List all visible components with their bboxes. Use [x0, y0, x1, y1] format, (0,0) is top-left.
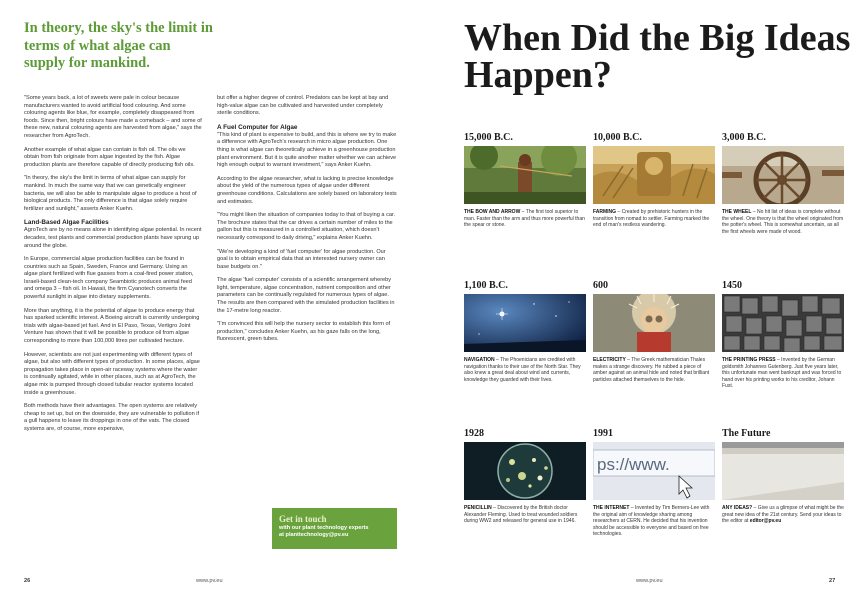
- caption-text: – The first tool superior to man. Faster than the arm and thus more powerful than the spear or stone.: [464, 209, 585, 228]
- timeline-tile-navigation: [464, 280, 586, 383]
- wheel-photo: [722, 146, 844, 204]
- paragraph: More than anything, it is the potential of algae to produce energy that has sparked scientific interest. A Boeing aircraft is currently undergoing trials with algae-based jet fuel. And in El Paso, Texas, Vertigro Joint Venture has shown that it will be possible to produce oil from algae corresponding to more than 100,000 litres per cultivated hectare.: [24, 307, 200, 345]
- caption-text: – Invented by the German goldsmith Johannes Gutenberg. Just five years later, this unfortunate man went bankrupt and was forced to hand over his printing works to his creditor, Johann Fust.: [722, 357, 842, 389]
- tile-caption: [464, 357, 586, 383]
- caption-heading: THE BOW AND ARROW: [464, 209, 521, 215]
- bow-and-arrow-photo: [464, 146, 586, 204]
- paragraph: However, scientists are not just experimenting with different types of algae, but also with different types of production. In some places, algae propagation takes place in open-air raceway systems where the water is continually agitated, while in other places, such as at AgroTech, the algae mix is pumped through closed tubular reactor systems located inside a greenhouse.: [24, 351, 200, 396]
- article-column-1: [24, 95, 202, 440]
- contact-email-link[interactable]: at planttechnology@pv.eu: [279, 532, 349, 538]
- timeline-tile-future: [722, 428, 844, 525]
- farming-photo: [593, 146, 715, 204]
- printing-type-photo: [722, 294, 844, 352]
- paragraph: "We're developing a kind of 'fuel computer' for algae production. Our goal is to obtain empirical data that an interested nursery owner can base budgets on.": [217, 248, 386, 270]
- caption-heading: THE INTERNET: [593, 505, 630, 511]
- caption-text: – The Greek mathematician Thales makes a strange discovery. He rubbed a piece of amber against an animal hide and noted that brilliant particles attached themselves to the hide.: [593, 357, 710, 383]
- page-number: 27: [829, 578, 836, 584]
- paragraph: AgroTech are by no means alone in identifying algae potential. In recent decades, test plants and commercial production plants have sprung up around the globe.: [24, 227, 202, 249]
- timeline-tile-printing: [722, 280, 844, 390]
- timeline-tile-internet: [593, 428, 715, 538]
- era-label: 3,000 B.C.: [722, 132, 766, 143]
- subheading: A Fuel Computer for Algae: [217, 123, 298, 131]
- contact-title: Get in touch: [279, 514, 327, 524]
- tile-caption: [722, 357, 844, 390]
- timeline-tile-electricity: [593, 280, 715, 383]
- caption-text: – Created by prehistoric hunters in the transition from nomad to settler. Farming marked the end of man's restless wandering.: [593, 209, 710, 228]
- tile-caption: [593, 357, 715, 383]
- timeline-tile-wheel: [722, 132, 844, 235]
- caption-text: – No hit list of ideas is complete without the wheel. One theory is that the wheel originated from the potter's wheel. This is somewhat uncertain, as all the first wheels were made of wood.: [722, 209, 844, 235]
- url-graphic-text: ps://www.: [597, 455, 670, 474]
- editor-email-link[interactable]: editor@pv.eu: [749, 518, 782, 524]
- era-label: The Future: [722, 428, 771, 439]
- caption-heading: PENICILLIN: [464, 505, 492, 511]
- page-title: When Did the Big Ideas Happen?: [464, 17, 851, 96]
- tile-caption: [593, 505, 715, 538]
- electricity-photo: [593, 294, 715, 352]
- paragraph: but offer a higher degree of control. Predators can be kept at bay and high-value algae can be cultivated and harvested under completely sterile conditions.: [217, 95, 389, 117]
- era-label: 1450: [722, 280, 742, 291]
- paragraph: "You might liken the situation of companies today to that of buying a car. The brochure states that the car drives a certain number of miles to the gallon but this is measured in a controlled situation, which doesn't necessarily correspond to daily driving," explains Anker Kuehn.: [217, 212, 396, 241]
- tile-caption: [464, 505, 586, 525]
- pull-quote: In theory, the sky's the limit in terms of what algae can supply for mankind.: [24, 20, 213, 71]
- contact-line: with our plant technology experts: [279, 525, 369, 531]
- timeline-tile-penicillin: [464, 428, 586, 525]
- era-label: 1991: [593, 428, 613, 439]
- tile-caption: [464, 209, 586, 229]
- article-column-2: [217, 95, 397, 350]
- footer-url: www.pv.eu: [196, 578, 223, 584]
- tile-caption: [722, 209, 844, 235]
- paragraph: "This kind of plant is expensive to build, and this is where we try to make a difference with AgroTech's research in micro algae production. One thing is what algae can theoretically achieve in a greenhouse production plant environment. But it is quite another matter whether we can achieve high enough output to warrant investment," says Anker Kuehn.: [217, 131, 397, 169]
- era-label: 600: [593, 280, 608, 291]
- tile-caption: [722, 505, 844, 525]
- paragraph: "I'm convinced this will help the nursery sector to establish this form of production," concludes Anker Kuehn, as his gaze falls on the long, fluorescent, green tubes.: [217, 321, 391, 343]
- caption-heading: THE WHEEL: [722, 209, 752, 215]
- era-label: 1928: [464, 428, 484, 439]
- paragraph: "Some years back, a lot of sweets were pale in colour because manufacturers wanted to avoid artificial food colouring. And some colouring agents like blue, for example, completely disappeared from foods. Since then, bright colours have made a comeback – and some of these new, natural colouring agents are harvested from algae," says the researcher from AgroTech.: [24, 95, 202, 139]
- caption-text: – The Phoenicians are credited with navigation thanks to their use of the North Star. They also knew a great deal about wind and currents, knowledge they guarded with their lives.: [464, 357, 581, 383]
- contact-box: [272, 508, 397, 549]
- era-label: 15,000 B.C.: [464, 132, 513, 143]
- caption-text: – Discovered by the British doctor Alexander Fleming. Used to treat wounded soldiers during WW2 and released for general use in 1946.: [464, 505, 578, 524]
- night-sky-photo: [464, 294, 586, 352]
- subheading: Land-Based Algae Facilities: [24, 219, 109, 227]
- caption-text: – Invented by Tim Berners-Lee with the original aim of knowledge sharing among researchers at CERN. He decided that his invention should be accessible to everyone and based on free technologies.: [593, 505, 710, 537]
- right-page: [431, 0, 862, 605]
- paragraph: The algae 'fuel computer' consists of a scientific arrangement whereby light, temperature, algae concentration, nutrient composition and other parameters can be continually regulated for numerous types of algae. The results are then compared with the simulated production facilities in the 17-metre long reactor.: [217, 277, 395, 314]
- timeline-tile-farming: [593, 132, 715, 229]
- page-number: 26: [24, 578, 31, 584]
- era-label: 10,000 B.C.: [593, 132, 642, 143]
- era-label: 1,100 B.C.: [464, 280, 508, 291]
- caption-heading: FARMING: [593, 209, 617, 215]
- tile-caption: [593, 209, 715, 229]
- paragraph: "In theory, the sky's the limit in terms of what algae can supply for mankind. In much the same way that we can genetically engineer bacteria, we will also be able to manipulate algae to produce a host of biological products. The only difference is that algae solely require fertilizer and sunlight," asserts Anker Kuehn.: [24, 175, 197, 212]
- paragraph: According to the algae researcher, what is lacking is precise knowledge about the yield of the numerous types of algae under different greenhouse conditions. Calculations are solely based on laboratory tests and estimates.: [217, 175, 397, 205]
- paragraph: Another example of what algae can contain is fish oil. The oils we obtain from fish originate from algae ingested by the fish. Algae production plants are therefore capable of directly producing fish oils.: [24, 146, 195, 168]
- timeline-tile-bow: [464, 132, 586, 229]
- blank-paper-photo: [722, 442, 844, 500]
- caption-heading: ANY IDEAS?: [722, 505, 753, 511]
- footer-url: www.pv.eu: [636, 578, 663, 584]
- paragraph: In Europe, commercial algae production facilities can be found in countries such as Spain, Sweden, France and Germany. Using an algae plant fertilized with flue gasses from a coal-fired power station, Israeli-based clean-tech company Seambiotic produces animal feed and omega 3 – fish oil. In Hawaii, the firm Cyanotech converts the powerful sunlight in algae into dietary supplements.: [24, 256, 194, 301]
- petri-dish-photo: [464, 442, 586, 500]
- browser-url-photo: [593, 442, 715, 500]
- caption-text: – Give us a glimpse of what might be the great new idea of the 21st century. Send your ideas to the editor at: [722, 505, 844, 524]
- caption-heading: NAVIGATION: [464, 357, 495, 363]
- caption-heading: THE PRINTING PRESS: [722, 357, 776, 363]
- caption-heading: ELECTRICITY: [593, 357, 626, 363]
- paragraph: Both methods have their advantages. The open systems are relatively cheap to set up, but on the downside, they are vulnerable to pollution if a gull happens to leave its droppings in one of the vats. The closed systems are, of course, more expensive,: [24, 403, 200, 432]
